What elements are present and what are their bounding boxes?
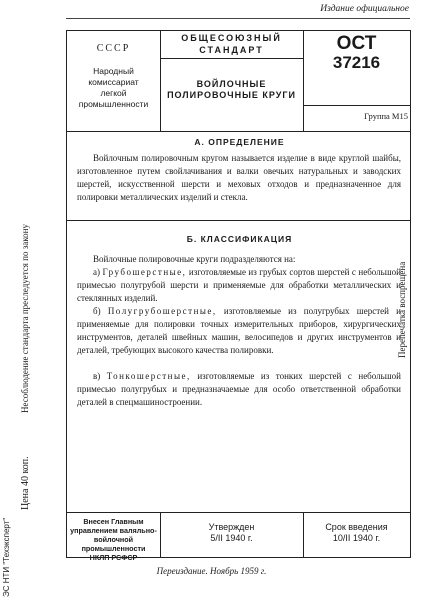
section-b-heading: Б. КЛАССИФИКАЦИЯ	[186, 234, 293, 244]
ministry-line: Народный	[93, 66, 134, 76]
list-item	[77, 370, 401, 409]
document-title	[160, 79, 303, 101]
list-item-text: изготовляемые из тонких шерстей с небольшой примесью полугрубых и предназначаемые для особо ответственной обработки деталей в спецмашиностроении.	[77, 371, 401, 407]
list-item-term: Полугрубошерстные,	[107, 306, 217, 316]
group-label: Группа М15	[364, 111, 408, 121]
introduced-line: НКЛП РСФСР	[89, 553, 138, 562]
ost-label: ОСТ	[336, 33, 377, 54]
ministry-line: комиссариат	[88, 77, 139, 87]
ministry-line: промышленности	[78, 99, 149, 109]
introduced-line: войлочной промышленности	[81, 535, 146, 553]
top-rule	[66, 18, 410, 19]
edition-label: Издание официальное	[320, 4, 409, 14]
reprint-note: Переиздание. Ноябрь 1959 г.	[156, 566, 267, 576]
header-rule-standard	[160, 58, 303, 59]
header-bottom-rule	[67, 131, 410, 132]
effective-label: Срок введения	[325, 522, 388, 532]
list-item-text: изготовляемые из полугрубых шерстей и применяемые для полировки точных измерительных приборов, хирургических инструментов, деталей швейных машин, велосипедов и других инструментов и деталей, требующих высокого качества полировки.	[77, 306, 401, 355]
title-line: ВОЙЛОЧНЫЕ	[196, 79, 267, 89]
effective-value: 10/II 1940 г.	[332, 533, 381, 543]
footer-top-rule	[67, 512, 410, 513]
introduced-by	[67, 517, 160, 562]
section-divider	[67, 220, 410, 221]
approved-label: Утвержден	[208, 522, 255, 532]
standard-type-line1: ОБЩЕСОЮЗНЫЙ	[181, 33, 282, 43]
legal-notice: Несоблюдение стандарта преследуется по закону	[20, 224, 30, 413]
ost-number: 37216	[332, 53, 381, 72]
list-item-term: Грубошерстные,	[102, 267, 187, 277]
title-line: ПОЛИРОВОЧНЫЕ КРУГИ	[167, 90, 296, 100]
approved-date	[160, 522, 303, 544]
list-item-prefix: а)	[93, 267, 103, 277]
list-item-text: изготовляемые из грубых сортов шерстей с небольшой примесью полугрубой шерсти и применяемые для обработки металлических и стеклянных изделий.	[77, 267, 401, 303]
section-a-text: Войлочным полировочным кругом называется изделие в виде круглой шайбы, изготовленное путем свойлачивания и валки овечьих натуральных и заводских шерстей, искусственной шерсти и меховых отходов и предназначенное для полировки металлических изделий и стекла.	[77, 153, 401, 202]
country-label: СССР	[96, 43, 131, 54]
approved-value: 5/II 1940 г.	[210, 533, 253, 543]
list-item	[77, 305, 401, 357]
effective-date	[303, 522, 410, 544]
watermark: ЭС НТИ "Техэксперт"	[2, 517, 11, 597]
list-item-prefix: б)	[93, 306, 108, 316]
ministry-label	[67, 66, 160, 110]
introduced-line: Внесен Главным	[83, 517, 144, 526]
standard-type-line2: СТАНДАРТ	[199, 45, 264, 55]
ministry-line: легкой	[100, 88, 127, 98]
introduced-line: управлением валяльно-	[70, 526, 157, 535]
section-b-intro: Войлочные полировочные круги подразделяются на:	[93, 254, 296, 264]
price-label: Цена 40 коп.	[20, 456, 31, 510]
list-item-prefix: в)	[93, 371, 107, 381]
document-frame	[66, 30, 411, 562]
header-rule-group	[303, 105, 410, 106]
list-item-term: Тонкошерстные,	[106, 371, 191, 381]
list-item	[77, 266, 401, 305]
reprint-prohibited: Перепечатка воспрещена	[397, 261, 407, 358]
section-a-heading: А. ОПРЕДЕЛЕНИЕ	[194, 137, 285, 147]
